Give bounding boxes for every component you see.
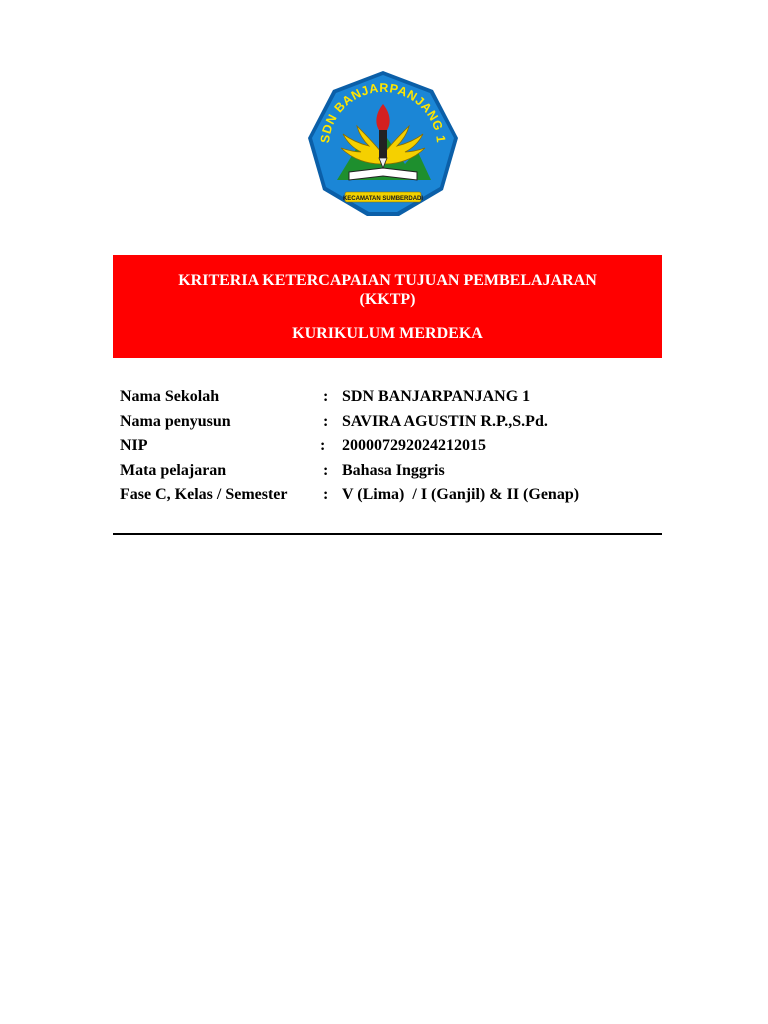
- info-label: NIP: [120, 437, 148, 454]
- info-label: Nama penyusun: [120, 412, 231, 430]
- info-colon: :: [320, 437, 326, 454]
- info-value: 200007292024212015: [342, 437, 486, 454]
- divider-line: [113, 533, 662, 535]
- info-label: Mata pelajaran: [120, 461, 227, 479]
- info-label: Nama Sekolah: [120, 388, 220, 405]
- logo-ring-text: SDN BANJARPANJANG 1: [317, 80, 448, 144]
- document-title-abbrev: (KKTP): [359, 291, 416, 308]
- info-colon: :: [323, 388, 329, 405]
- info-colon: :: [323, 486, 329, 503]
- info-colon: :: [323, 412, 329, 430]
- info-value: V (Lima) / I (Ganjil) & II (Genap): [342, 486, 580, 503]
- title-banner: [113, 255, 662, 358]
- school-logo: [303, 68, 463, 220]
- curriculum-subtitle: KURIKULUM MERDEKA: [292, 325, 483, 342]
- info-value: Bahasa Inggris: [342, 461, 445, 479]
- logo-banner-text: KECAMATAN SUMBERDADI: [342, 196, 424, 202]
- logo-torch-body: [379, 130, 387, 158]
- info-colon: :: [323, 461, 329, 479]
- info-value: SDN BANJARPANJANG 1: [342, 388, 531, 405]
- info-value: SAVIRA AGUSTIN R.P.,S.Pd.: [342, 412, 548, 430]
- document-title: KRITERIA KETERCAPAIAN TUJUAN PEMBELAJARAN: [178, 272, 597, 289]
- info-label: Fase C, Kelas / Semester: [120, 486, 288, 503]
